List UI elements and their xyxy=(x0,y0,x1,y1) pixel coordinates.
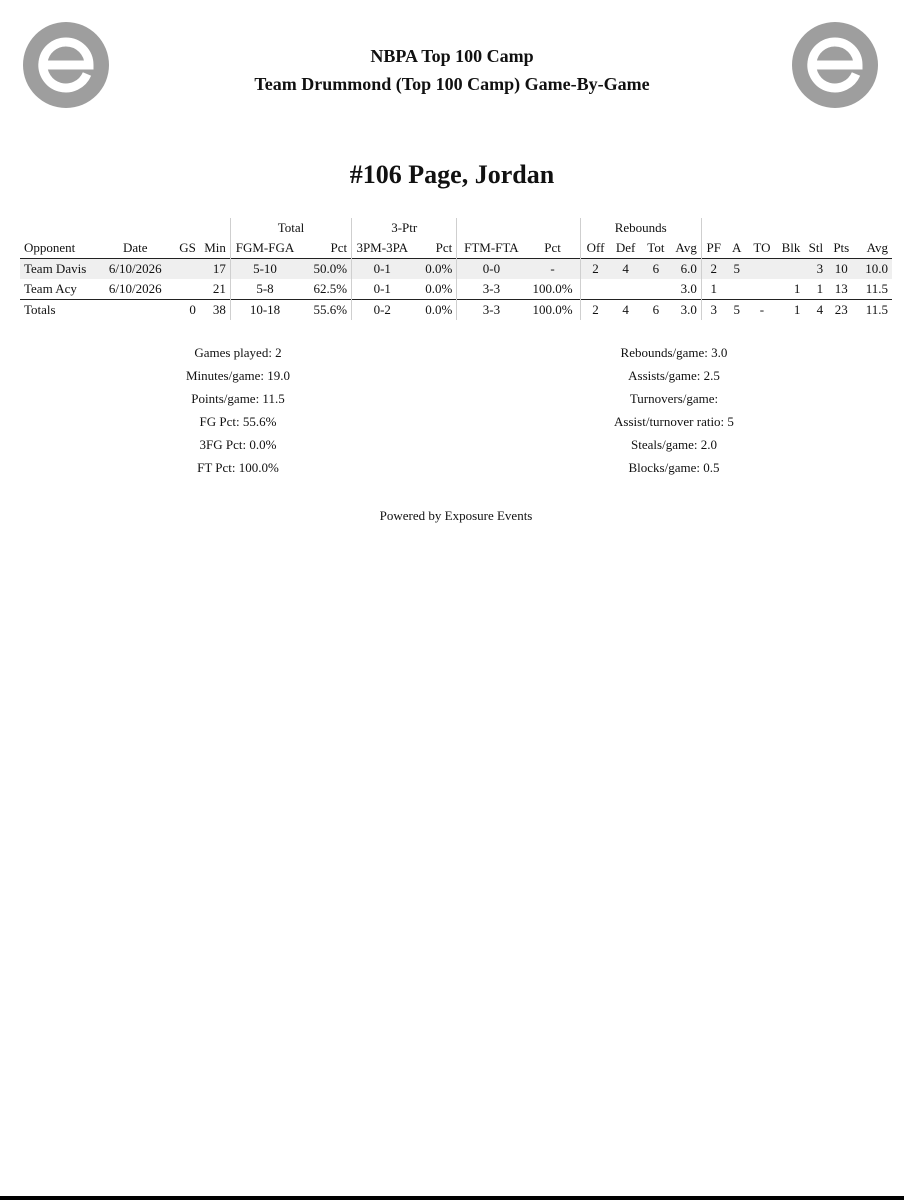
table-cell: 21 xyxy=(212,281,226,296)
table-cell xyxy=(641,279,671,300)
column-header: A xyxy=(732,240,742,255)
summary-stat: FG Pct: 55.6% xyxy=(199,414,277,429)
table-cell: 5-10 xyxy=(230,259,299,280)
table-cell: 2 xyxy=(701,259,725,280)
table-cell: 23 xyxy=(827,300,855,321)
table-cell: - xyxy=(526,259,581,280)
column-header: Min xyxy=(204,240,226,255)
summary-stat: Rebounds/game: 3.0 xyxy=(620,345,728,360)
column-header: Stl xyxy=(808,240,824,255)
summary-stat: Blocks/game: 0.5 xyxy=(628,460,720,475)
bottom-rule xyxy=(0,1196,904,1200)
table-cell: 4 xyxy=(610,300,640,321)
column-header: Pts xyxy=(833,240,850,255)
table-body xyxy=(20,259,892,321)
table-cell: 3.0 xyxy=(671,300,701,321)
table-cell: 10 xyxy=(827,259,855,280)
summary-right xyxy=(574,344,774,482)
table-cell: - xyxy=(748,300,776,321)
column-header: Def xyxy=(615,240,636,255)
table-cell: 38 xyxy=(200,300,230,321)
table-cell: 50.0% xyxy=(299,259,352,280)
table-cell: 1 xyxy=(816,281,824,296)
table-cell: 4 xyxy=(610,259,640,280)
table-cell xyxy=(610,279,640,300)
column-header-row xyxy=(20,238,892,259)
table-cell: 5 xyxy=(726,300,748,321)
column-header: 3PM-3PA xyxy=(352,238,413,259)
summary-stat: Games played: 2 xyxy=(194,345,282,360)
table-cell: 10-18 xyxy=(230,300,299,321)
table-cell: 0.0% xyxy=(425,281,453,296)
column-header: Tot xyxy=(647,240,665,255)
column-header: FTM-FTA xyxy=(457,238,526,259)
summary-stat: Assist/turnover ratio: 5 xyxy=(614,414,734,429)
table-cell: 1 xyxy=(776,300,804,321)
column-header: Pct xyxy=(435,240,453,255)
table-cell: 55.6% xyxy=(299,300,352,321)
summary-stat: 3FG Pct: 0.0% xyxy=(199,437,277,452)
report-title: Team Drummond (Top 100 Camp) Game-By-Game xyxy=(254,74,650,94)
table-cell: 5 xyxy=(726,259,748,280)
group-header-total: Total xyxy=(230,218,351,238)
table-cell: 0-1 xyxy=(352,259,413,280)
totals-row xyxy=(20,300,892,321)
table-cell: 100.0% xyxy=(532,281,573,296)
table-cell xyxy=(174,259,200,280)
table-cell: 0-1 xyxy=(352,279,413,300)
table-cell: Totals xyxy=(20,300,97,321)
table-cell xyxy=(97,300,174,321)
table-cell: 100.0% xyxy=(526,300,581,321)
table-cell: 3-3 xyxy=(457,279,526,300)
summary-stat: FT Pct: 100.0% xyxy=(197,460,279,475)
column-header: PF xyxy=(701,238,725,259)
column-header: Blk xyxy=(781,240,801,255)
table-cell: 3.0 xyxy=(680,281,697,296)
summary-stat: Points/game: 11.5 xyxy=(191,391,285,406)
table-cell: 1 xyxy=(793,281,801,296)
summary-stat: Minutes/game: 19.0 xyxy=(186,368,290,383)
column-header: Opponent xyxy=(24,240,76,255)
column-header: Off xyxy=(580,238,610,259)
table-cell: 0.0% xyxy=(412,300,456,321)
event-title: NBPA Top 100 Camp xyxy=(370,46,534,66)
column-header: FGM-FGA xyxy=(230,238,299,259)
table-cell: 4 xyxy=(804,300,827,321)
table-cell: Team Acy xyxy=(24,281,77,296)
game-by-game-table xyxy=(20,218,892,320)
table-cell xyxy=(726,279,748,300)
table-cell: 6.0 xyxy=(671,259,701,280)
table-cell xyxy=(748,259,776,280)
table-cell: 3 xyxy=(701,300,725,321)
summary-left xyxy=(138,344,338,482)
table-row xyxy=(20,279,892,300)
table-cell xyxy=(174,279,200,300)
column-header: Avg xyxy=(866,240,888,255)
group-header-rebounds: Rebounds xyxy=(580,218,701,238)
table-cell: 3 xyxy=(804,259,827,280)
column-header: Pct xyxy=(330,240,348,255)
column-header: TO xyxy=(753,240,771,255)
table-cell: 11.5 xyxy=(865,281,888,296)
table-cell: 6 xyxy=(641,259,671,280)
table-cell: 2 xyxy=(580,300,610,321)
table-cell: 6 xyxy=(641,300,671,321)
table-cell: 0 xyxy=(174,300,200,321)
table-cell: 0-2 xyxy=(352,300,413,321)
summary-stat: Turnovers/game: xyxy=(629,391,719,406)
table-cell: 0-0 xyxy=(457,259,526,280)
player-name: #106 Page, Jordan xyxy=(349,160,555,189)
column-header: Date xyxy=(122,240,148,255)
column-header: Avg xyxy=(675,240,697,255)
powered-by-footer: Powered by Exposure Events xyxy=(379,508,533,523)
table-cell: Team Davis xyxy=(20,259,97,280)
table-cell: 10.0 xyxy=(855,259,892,280)
group-header-row xyxy=(20,218,892,238)
table-cell: 6/10/2026 xyxy=(108,281,162,296)
table-cell: 17 xyxy=(200,259,230,280)
column-header: Pct xyxy=(544,240,561,255)
summary-stat: Assists/game: 2.5 xyxy=(628,368,720,383)
table-row xyxy=(20,259,892,280)
table-cell: 1 xyxy=(701,279,725,300)
table-cell: 11.5 xyxy=(855,300,892,321)
table-cell: 5-8 xyxy=(230,279,299,300)
table-cell: 13 xyxy=(834,281,848,296)
table-cell: 2 xyxy=(580,259,610,280)
table-cell xyxy=(776,259,804,280)
table-cell: 0.0% xyxy=(412,259,456,280)
summary-stat: Steals/game: 2.0 xyxy=(631,437,717,452)
table-cell xyxy=(748,279,776,300)
table-cell: 62.5% xyxy=(313,281,348,296)
group-header-three-ptr: 3-Ptr xyxy=(352,218,457,238)
table-cell xyxy=(580,279,610,300)
table-cell: 3-3 xyxy=(457,300,526,321)
column-header: GS xyxy=(179,240,196,255)
table-cell: 6/10/2026 xyxy=(97,259,174,280)
